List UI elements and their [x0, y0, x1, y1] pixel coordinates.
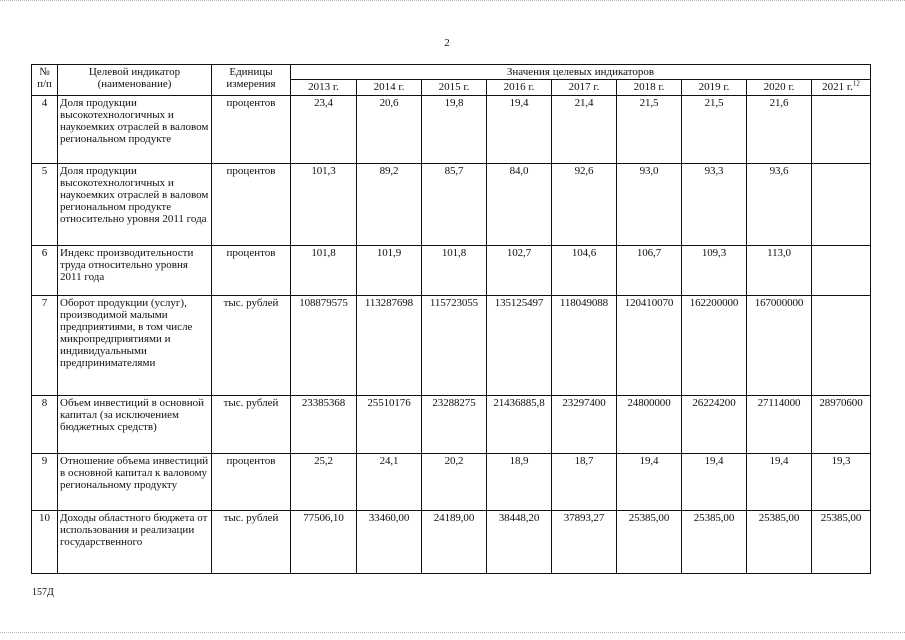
indicator-value — [812, 96, 871, 164]
indicator-value: 27114000 — [747, 396, 812, 454]
indicator-name: Объем инвестиций в основной капитал (за исключением бюджетных средств) — [58, 396, 212, 454]
indicator-value: 102,7 — [487, 246, 552, 296]
indicator-value: 118049088 — [552, 296, 617, 396]
indicator-value: 135125497 — [487, 296, 552, 396]
indicator-value: 23297400 — [552, 396, 617, 454]
row-number: 7 — [32, 296, 58, 396]
indicator-value: 25385,00 — [617, 511, 682, 574]
indicator-name: Отношение объема инвестиций в основной капитал к валовому региональному продукту — [58, 454, 212, 511]
indicator-value — [812, 296, 871, 396]
unit-of-measure: процентов — [212, 96, 291, 164]
footer-code: 157Д — [32, 587, 54, 598]
indicator-value: 21436885,8 — [487, 396, 552, 454]
table-body — [32, 96, 871, 574]
header-year — [747, 80, 812, 96]
indicator-name: Доля продукции высокотехнологичных и наукоемких отраслей в валовом региональном продукте относительно уровня 2011 года — [58, 164, 212, 246]
unit-of-measure: тыс. рублей — [212, 511, 291, 574]
row-number: 8 — [32, 396, 58, 454]
indicator-value: 20,2 — [422, 454, 487, 511]
indicator-name: Доля продукции высокотехнологичных и наукоемких отраслей в валовом региональном продукте — [58, 96, 212, 164]
table-row — [32, 454, 871, 511]
row-number: 4 — [32, 96, 58, 164]
table-row — [32, 96, 871, 164]
header-unit: Единицы измерения — [212, 65, 291, 96]
row-number: 9 — [32, 454, 58, 511]
indicator-value: 23,4 — [291, 96, 357, 164]
indicator-value: 19,4 — [617, 454, 682, 511]
indicator-value: 77506,10 — [291, 511, 357, 574]
header-year-label: 2015 г. — [438, 81, 470, 93]
indicator-value — [812, 164, 871, 246]
indicator-value: 19,8 — [422, 96, 487, 164]
indicator-value: 18,7 — [552, 454, 617, 511]
indicator-value: 115723055 — [422, 296, 487, 396]
row-number: 6 — [32, 246, 58, 296]
header-year — [682, 80, 747, 96]
row-number: 10 — [32, 511, 58, 574]
indicator-value: 101,9 — [357, 246, 422, 296]
indicator-value: 101,8 — [291, 246, 357, 296]
indicator-value: 167000000 — [747, 296, 812, 396]
indicator-value: 21,6 — [747, 96, 812, 164]
header-values-group: Значения целевых индикаторов — [291, 65, 871, 80]
indicator-value: 89,2 — [357, 164, 422, 246]
indicator-value: 19,3 — [812, 454, 871, 511]
indicator-value: 25385,00 — [747, 511, 812, 574]
target-indicators-table — [31, 64, 871, 574]
indicator-value: 101,3 — [291, 164, 357, 246]
scan-bottom-edge — [0, 632, 905, 637]
header-year-label: 2014 г. — [373, 81, 405, 93]
indicator-value — [812, 246, 871, 296]
header-year — [552, 80, 617, 96]
header-year-label: 2021 г. — [822, 81, 853, 93]
indicator-value: 162200000 — [682, 296, 747, 396]
table-row — [32, 296, 871, 396]
indicator-value: 93,6 — [747, 164, 812, 246]
unit-of-measure: процентов — [212, 164, 291, 246]
indicator-value: 93,0 — [617, 164, 682, 246]
indicator-value: 21,5 — [617, 96, 682, 164]
indicator-value: 37893,27 — [552, 511, 617, 574]
indicator-value: 108879575 — [291, 296, 357, 396]
header-year — [357, 80, 422, 96]
indicator-value: 113287698 — [357, 296, 422, 396]
header-indicator: Целевой индикатор (наименование) — [58, 65, 212, 96]
indicator-value: 21,4 — [552, 96, 617, 164]
header-year-label: 2019 г. — [698, 81, 730, 93]
indicator-value: 19,4 — [682, 454, 747, 511]
indicator-value: 24189,00 — [422, 511, 487, 574]
unit-of-measure: тыс. рублей — [212, 396, 291, 454]
indicator-value: 104,6 — [552, 246, 617, 296]
indicator-value: 25,2 — [291, 454, 357, 511]
unit-of-measure: тыс. рублей — [212, 296, 291, 396]
indicator-value: 25385,00 — [812, 511, 871, 574]
header-year-label: 2017 г. — [568, 81, 600, 93]
indicator-value: 21,5 — [682, 96, 747, 164]
header-year — [487, 80, 552, 96]
indicator-value: 23288275 — [422, 396, 487, 454]
indicator-value: 33460,00 — [357, 511, 422, 574]
indicator-value: 113,0 — [747, 246, 812, 296]
header-num: № п/п — [32, 65, 58, 96]
indicator-value: 92,6 — [552, 164, 617, 246]
indicator-name: Индекс производительности труда относительно уровня 2011 года — [58, 246, 212, 296]
indicator-value: 24800000 — [617, 396, 682, 454]
table-row — [32, 396, 871, 454]
indicator-value: 85,7 — [422, 164, 487, 246]
indicator-value: 20,6 — [357, 96, 422, 164]
indicator-value: 106,7 — [617, 246, 682, 296]
scan-top-edge — [0, 0, 905, 5]
header-year — [812, 80, 871, 96]
unit-of-measure: процентов — [212, 454, 291, 511]
indicator-value: 24,1 — [357, 454, 422, 511]
table-row — [32, 164, 871, 246]
indicator-name: Оборот продукции (услуг), производимой малыми предприятиями, в том числе микропредприятиями и индивидуальными предпринимателями — [58, 296, 212, 396]
indicator-value: 19,4 — [487, 96, 552, 164]
page-number: 2 — [444, 37, 450, 49]
row-number: 5 — [32, 164, 58, 246]
indicator-value: 25510176 — [357, 396, 422, 454]
header-year-label: 2013 г. — [308, 81, 339, 93]
header-year-label: 2018 г. — [633, 81, 665, 93]
table-row — [32, 246, 871, 296]
indicator-value: 28970600 — [812, 396, 871, 454]
table-row — [32, 511, 871, 574]
footnote-marker: 12 — [852, 79, 860, 88]
indicator-value: 18,9 — [487, 454, 552, 511]
indicator-value: 84,0 — [487, 164, 552, 246]
indicator-value: 26224200 — [682, 396, 747, 454]
indicator-value: 120410070 — [617, 296, 682, 396]
indicator-value: 109,3 — [682, 246, 747, 296]
header-year — [617, 80, 682, 96]
indicator-value: 101,8 — [422, 246, 487, 296]
header-year-label: 2016 г. — [503, 81, 535, 93]
indicator-name: Доходы областного бюджета от использования и реализации государственного — [58, 511, 212, 574]
indicator-value: 23385368 — [291, 396, 357, 454]
header-year — [291, 80, 357, 96]
unit-of-measure: процентов — [212, 246, 291, 296]
indicator-value: 25385,00 — [682, 511, 747, 574]
indicator-value: 93,3 — [682, 164, 747, 246]
header-year — [422, 80, 487, 96]
indicator-value: 38448,20 — [487, 511, 552, 574]
header-year-label: 2020 г. — [763, 81, 795, 93]
indicator-value: 19,4 — [747, 454, 812, 511]
